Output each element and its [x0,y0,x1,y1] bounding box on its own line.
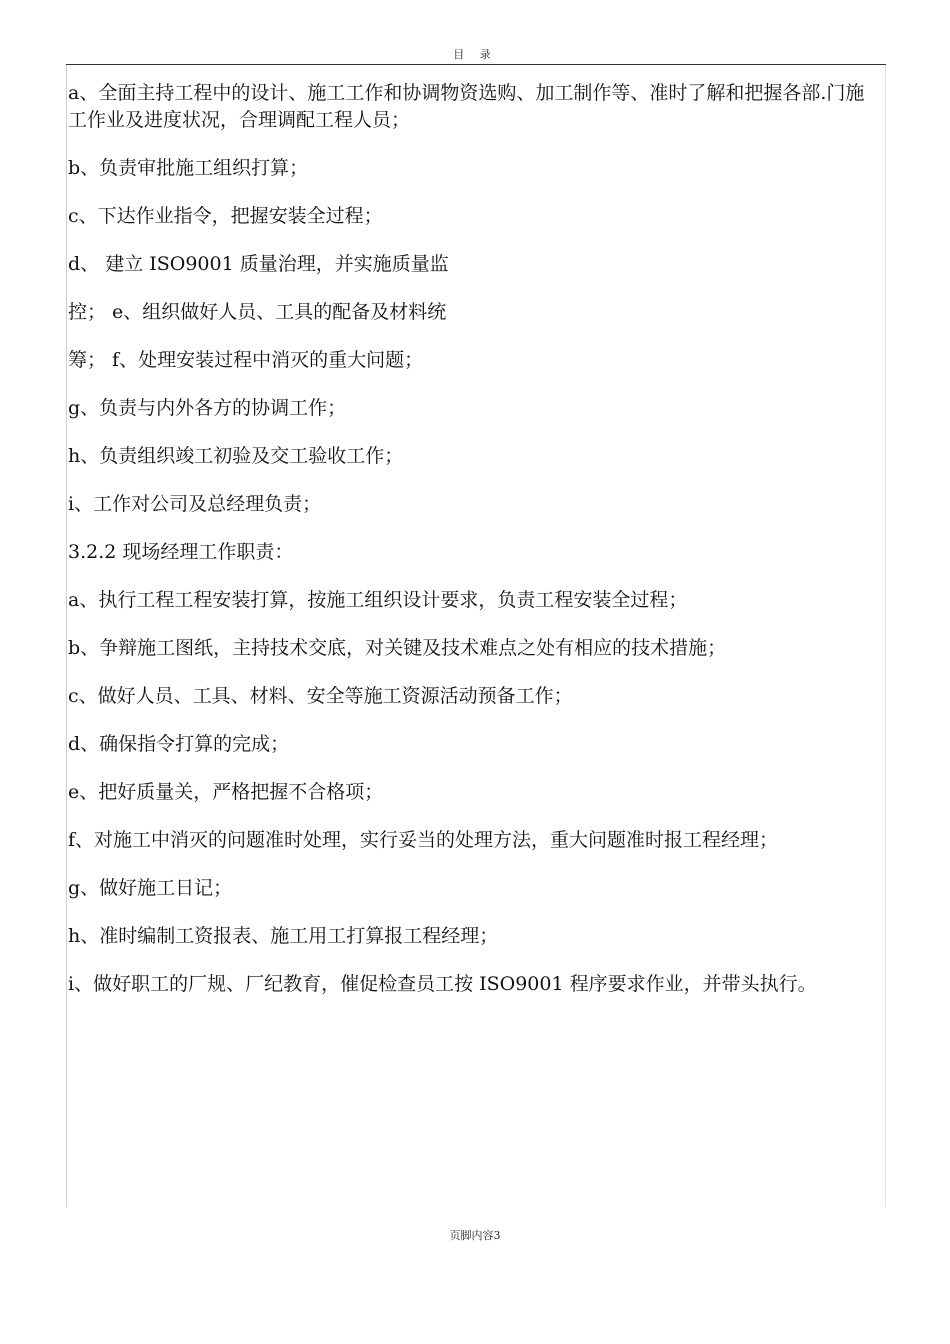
page-footer: 页脚内容3 [449,1229,501,1242]
paragraph-site-manager-c: c、做好人员、工具、材料、安全等施工资源活动预备工作； [68,685,573,707]
right-margin-line [885,65,886,1207]
paragraph-responsibility-d: d、 建立 ISO9001 质量治理，并实施质量监 [68,253,449,275]
paragraph-responsibility-f: 筹； f、处理安装过程中消灭的重大问题； [68,349,424,371]
paragraph-responsibility-c: c、下达作业指令，把握安装全过程； [68,205,383,227]
paragraph-responsibility-i: i、工作对公司及总经理负责； [68,493,322,515]
document-body [68,80,883,1019]
paragraph-site-manager-g: g、做好施工日记； [68,877,233,899]
paragraph-site-manager-e: e、把好质量关，严格把握不合格项； [68,781,384,803]
header-divider [66,64,886,65]
page-header-title: 目 录 [453,48,497,61]
paragraph-site-manager-i: i、做好职工的厂规、厂纪教育，催促检查员工按 ISO9001 程序要求作业，并带头执行。 [68,973,817,995]
paragraph-site-manager-a: a、执行工程工程安装打算，按施工组织设计要求，负责工程安装全过程； [68,589,688,611]
paragraph-site-manager-d: d、确保指令打算的完成； [68,733,290,755]
paragraph-responsibility-a: a、全面主持工程中的设计、施工工作和协调物资选购、加工制作等、准时了解和把握各部.门施工作业及进度状况，合理调配工程人员； [68,82,865,131]
left-margin-line [66,65,67,1207]
paragraph-site-manager-b: b、争辩施工图纸，主持技术交底，对关键及技术难点之处有相应的技术措施； [68,637,727,659]
paragraph-site-manager-h: h、准时编制工资报表、施工用工打算报工程经理； [68,925,499,947]
section-heading-3-2-2: 3.2.2 现场经理工作职责： [68,541,294,563]
paragraph-site-manager-f: f、对施工中消灭的问题准时处理，实行妥当的处理方法，重大问题准时报工程经理； [68,829,779,851]
paragraph-responsibility-e: 控； e、组织做好人员、工具的配备及材料统 [68,301,447,323]
paragraph-responsibility-g: g、负责与内外各方的协调工作； [68,397,347,419]
paragraph-responsibility-h: h、负责组织竣工初验及交工验收工作； [68,445,404,467]
paragraph-responsibility-b: b、负责审批施工组织打算； [68,157,309,179]
